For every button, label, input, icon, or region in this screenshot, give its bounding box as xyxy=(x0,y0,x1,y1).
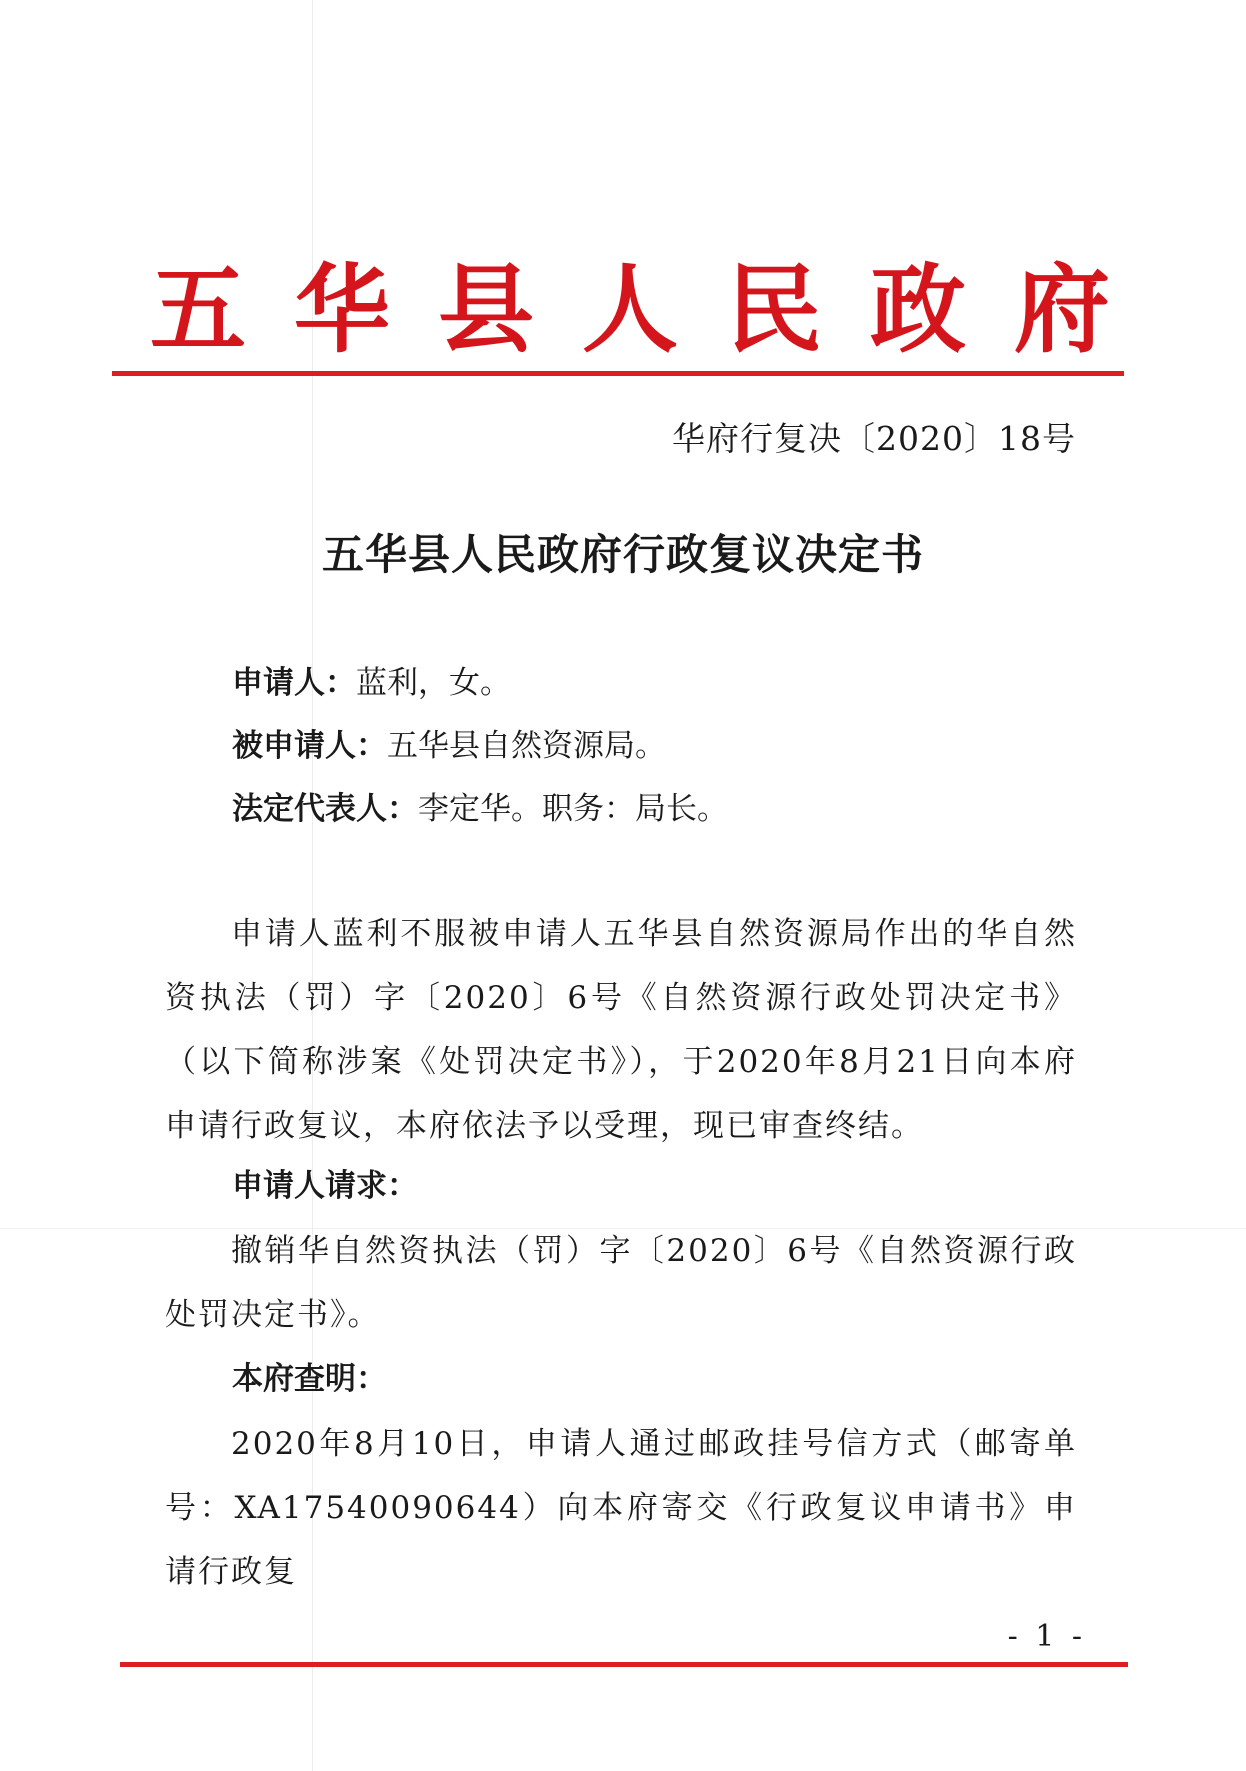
party-respondent xyxy=(232,723,666,769)
party-applicant xyxy=(232,660,511,706)
agency-header-char: 人 xyxy=(582,253,678,366)
party-value: 五华县自然资源局。 xyxy=(387,728,666,764)
agency-header-char: 民 xyxy=(726,253,822,366)
party-legal-representative xyxy=(232,786,728,832)
page-number: - 1 - xyxy=(1007,1619,1086,1654)
header-red-rule xyxy=(112,371,1124,376)
party-value: 蓝利，女。 xyxy=(356,665,511,701)
document-title: 五华县人民政府行政复议决定书 xyxy=(321,530,924,579)
request-paragraph: 撤销华自然资执法（罚）字〔2020〕6号《自然资源行政处罚决定书》。 xyxy=(165,1233,1077,1333)
request-heading: 申请人请求： xyxy=(232,1168,418,1204)
agency-header-char: 华 xyxy=(294,253,390,366)
party-label: 申请人： xyxy=(232,665,356,701)
agency-header-char: 五 xyxy=(150,253,246,366)
party-value: 李定华。职务：局长。 xyxy=(418,791,728,827)
agency-header-char: 府 xyxy=(1014,253,1110,366)
agency-header xyxy=(150,255,1110,365)
findings-heading: 本府查明： xyxy=(232,1361,387,1397)
document-number: 华府行复决〔2020〕18号 xyxy=(672,419,1076,458)
intro-paragraph: 申请人蓝利不服被申请人五华县自然资源局作出的华自然资执法（罚）字〔2020〕6号《自然资源行政处罚决定书》（以下简称涉案《处罚决定书》），于2020年8月21日向本府申请行政复议，本府依法予以受理，现已审查终结。 xyxy=(165,916,1077,1144)
party-label: 被申请人： xyxy=(232,728,387,764)
findings-paragraph: 2020年8月10日，申请人通过邮政挂号信方式（邮寄单号：XA17540090644）向本府寄交《行政复议申请书》申请行政复 xyxy=(165,1426,1077,1590)
footer-red-rule xyxy=(120,1662,1128,1667)
party-label: 法定代表人： xyxy=(232,791,418,827)
agency-header-char: 县 xyxy=(438,253,534,366)
agency-header-char: 政 xyxy=(870,253,966,366)
